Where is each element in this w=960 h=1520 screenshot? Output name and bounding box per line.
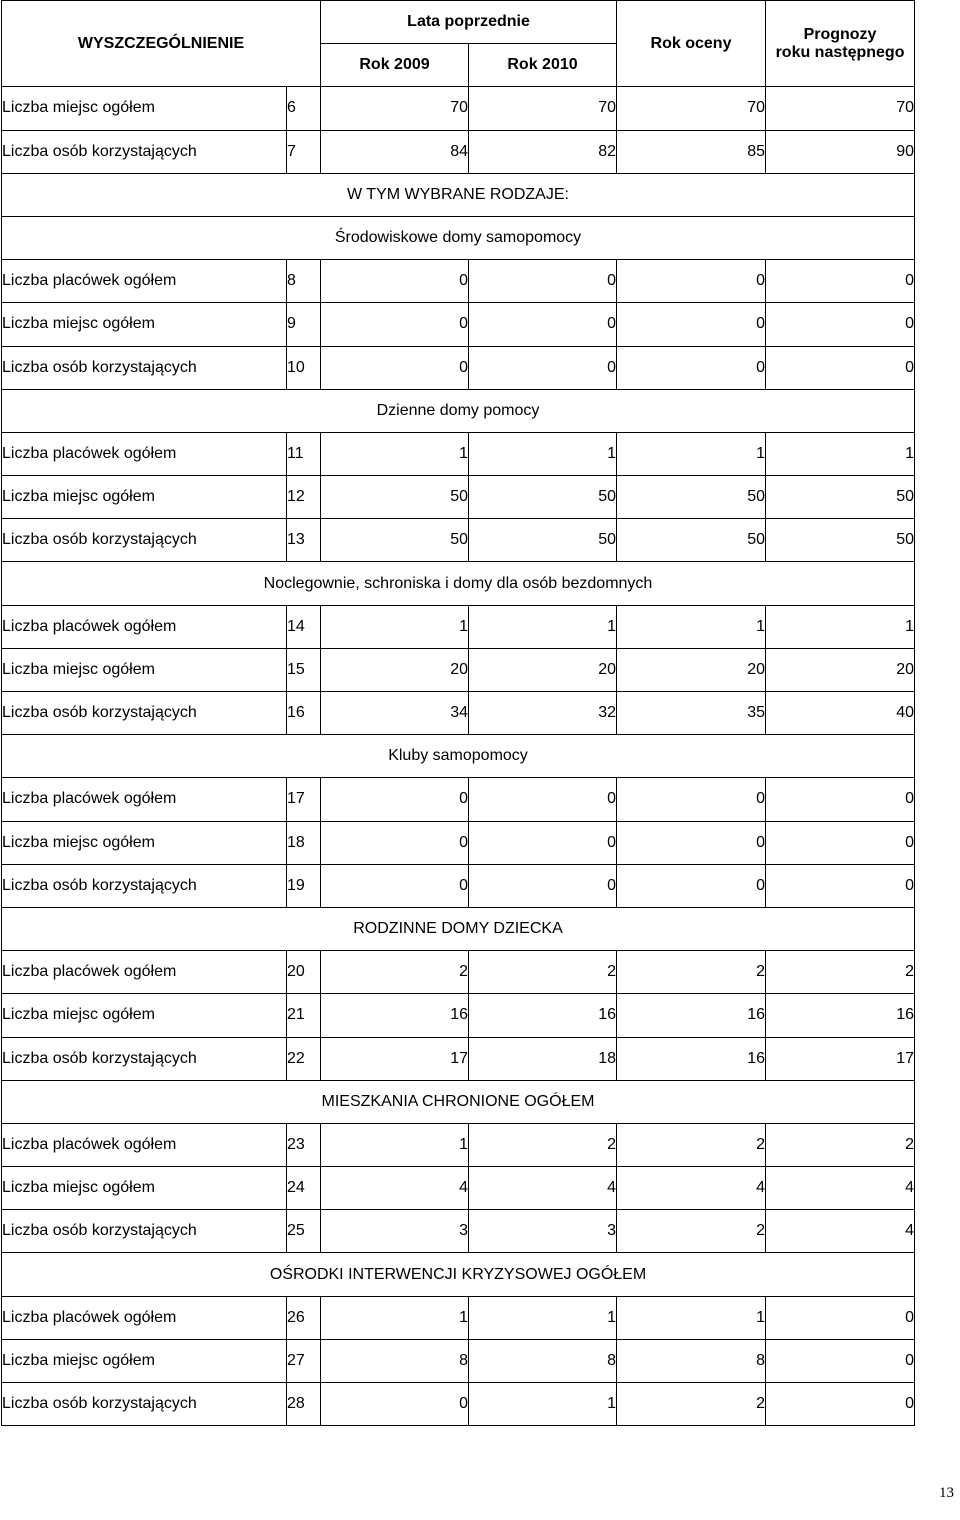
row-number: 11 xyxy=(287,432,321,475)
table-row xyxy=(2,260,915,303)
row-number: 20 xyxy=(287,951,321,994)
value-cell: 0 xyxy=(766,1339,915,1382)
value-cell: 0 xyxy=(469,821,617,864)
row-number: 21 xyxy=(287,994,321,1037)
value-cell: 8 xyxy=(617,1339,766,1382)
row-number: 28 xyxy=(287,1383,321,1426)
row-number: 16 xyxy=(287,692,321,735)
value-cell: 4 xyxy=(766,1167,915,1210)
value-cell: 0 xyxy=(469,778,617,821)
value-cell: 1 xyxy=(617,1296,766,1339)
table-row xyxy=(2,519,915,562)
header-rok-2010: Rok 2010 xyxy=(469,44,617,87)
table-row xyxy=(2,1037,915,1080)
value-cell: 50 xyxy=(469,519,617,562)
row-number: 23 xyxy=(287,1123,321,1166)
value-cell: 1 xyxy=(321,1296,469,1339)
row-label: Liczba placówek ogółem xyxy=(2,260,287,303)
value-cell: 84 xyxy=(321,130,469,173)
value-cell: 16 xyxy=(766,994,915,1037)
value-cell: 20 xyxy=(469,648,617,691)
value-cell: 20 xyxy=(617,648,766,691)
value-cell: 2 xyxy=(766,951,915,994)
value-cell: 0 xyxy=(766,1296,915,1339)
row-label: Liczba miejsc ogółem xyxy=(2,476,287,519)
value-cell: 50 xyxy=(766,476,915,519)
header-lata-poprzednie: Lata poprzednie xyxy=(321,1,617,44)
header-prognozy-line1: Prognozy xyxy=(803,25,877,43)
value-cell: 20 xyxy=(321,648,469,691)
row-label: Liczba miejsc ogółem xyxy=(2,1167,287,1210)
row-label: Liczba miejsc ogółem xyxy=(2,303,287,346)
table-row xyxy=(2,346,915,389)
value-cell: 50 xyxy=(321,476,469,519)
section-row xyxy=(2,735,915,778)
value-cell: 0 xyxy=(617,303,766,346)
value-cell: 16 xyxy=(321,994,469,1037)
row-number: 6 xyxy=(287,87,321,130)
value-cell: 0 xyxy=(617,346,766,389)
row-number: 10 xyxy=(287,346,321,389)
value-cell: 0 xyxy=(766,303,915,346)
value-cell: 40 xyxy=(766,692,915,735)
row-number: 9 xyxy=(287,303,321,346)
section-row xyxy=(2,1253,915,1296)
row-number: 8 xyxy=(287,260,321,303)
value-cell: 1 xyxy=(617,432,766,475)
value-cell: 1 xyxy=(321,1123,469,1166)
value-cell: 3 xyxy=(321,1210,469,1253)
value-cell: 1 xyxy=(617,605,766,648)
value-cell: 35 xyxy=(617,692,766,735)
row-label: Liczba osób korzystających xyxy=(2,1210,287,1253)
header-wyszczegolnienie: WYSZCZEGÓLNIENIE xyxy=(2,1,321,87)
table-row xyxy=(2,1210,915,1253)
row-label: Liczba osób korzystających xyxy=(2,519,287,562)
row-label: Liczba placówek ogółem xyxy=(2,1296,287,1339)
row-label: Liczba osób korzystających xyxy=(2,1383,287,1426)
value-cell: 50 xyxy=(766,519,915,562)
value-cell: 8 xyxy=(469,1339,617,1382)
value-cell: 4 xyxy=(469,1167,617,1210)
table-row xyxy=(2,778,915,821)
section-title: RODZINNE DOMY DZIECKA xyxy=(2,907,915,950)
row-number: 18 xyxy=(287,821,321,864)
section-title: Środowiskowe domy samopomocy xyxy=(2,216,915,259)
table-row xyxy=(2,951,915,994)
section-title: Noclegownie, schroniska i domy dla osób bezdomnych xyxy=(2,562,915,605)
table-row xyxy=(2,1167,915,1210)
value-cell: 0 xyxy=(617,260,766,303)
table-row xyxy=(2,605,915,648)
value-cell: 0 xyxy=(321,260,469,303)
value-cell: 1 xyxy=(469,605,617,648)
row-label: Liczba miejsc ogółem xyxy=(2,1339,287,1382)
table-row xyxy=(2,1383,915,1426)
value-cell: 1 xyxy=(321,432,469,475)
row-label: Liczba placówek ogółem xyxy=(2,778,287,821)
value-cell: 1 xyxy=(469,432,617,475)
row-number: 15 xyxy=(287,648,321,691)
statistics-table xyxy=(1,0,915,1426)
row-label: Liczba osób korzystających xyxy=(2,130,287,173)
value-cell: 2 xyxy=(617,1210,766,1253)
value-cell: 82 xyxy=(469,130,617,173)
value-cell: 34 xyxy=(321,692,469,735)
row-label: Liczba osób korzystających xyxy=(2,692,287,735)
value-cell: 8 xyxy=(321,1339,469,1382)
value-cell: 18 xyxy=(469,1037,617,1080)
row-label: Liczba miejsc ogółem xyxy=(2,648,287,691)
value-cell: 0 xyxy=(766,821,915,864)
section-title: MIESZKANIA CHRONIONE OGÓŁEM xyxy=(2,1080,915,1123)
table-row xyxy=(2,648,915,691)
table-row xyxy=(2,1339,915,1382)
value-cell: 70 xyxy=(469,87,617,130)
value-cell: 50 xyxy=(617,519,766,562)
value-cell: 2 xyxy=(469,951,617,994)
row-number: 12 xyxy=(287,476,321,519)
value-cell: 50 xyxy=(321,519,469,562)
value-cell: 0 xyxy=(321,1383,469,1426)
row-number: 26 xyxy=(287,1296,321,1339)
value-cell: 70 xyxy=(766,87,915,130)
value-cell: 1 xyxy=(766,605,915,648)
value-cell: 0 xyxy=(321,346,469,389)
row-number: 25 xyxy=(287,1210,321,1253)
value-cell: 0 xyxy=(617,821,766,864)
value-cell: 0 xyxy=(469,260,617,303)
row-number: 24 xyxy=(287,1167,321,1210)
table-row xyxy=(2,87,915,130)
row-label: Liczba placówek ogółem xyxy=(2,605,287,648)
value-cell: 2 xyxy=(617,951,766,994)
value-cell: 2 xyxy=(321,951,469,994)
header-rok-oceny: Rok oceny xyxy=(617,1,766,87)
value-cell: 4 xyxy=(321,1167,469,1210)
section-title: Dzienne domy pomocy xyxy=(2,389,915,432)
row-number: 7 xyxy=(287,130,321,173)
row-label: Liczba placówek ogółem xyxy=(2,951,287,994)
table-row xyxy=(2,994,915,1037)
value-cell: 3 xyxy=(469,1210,617,1253)
value-cell: 32 xyxy=(469,692,617,735)
table-row xyxy=(2,821,915,864)
value-cell: 0 xyxy=(617,864,766,907)
row-number: 27 xyxy=(287,1339,321,1382)
table-body xyxy=(2,87,915,1426)
table-row xyxy=(2,864,915,907)
section-row xyxy=(2,1080,915,1123)
row-number: 14 xyxy=(287,605,321,648)
value-cell: 0 xyxy=(617,778,766,821)
row-label: Liczba osób korzystających xyxy=(2,346,287,389)
section-row xyxy=(2,907,915,950)
table-row xyxy=(2,303,915,346)
value-cell: 0 xyxy=(321,303,469,346)
table-row xyxy=(2,432,915,475)
value-cell: 16 xyxy=(469,994,617,1037)
section-row xyxy=(2,562,915,605)
value-cell: 0 xyxy=(766,778,915,821)
header-rok-2009: Rok 2009 xyxy=(321,44,469,87)
value-cell: 2 xyxy=(766,1123,915,1166)
row-label: Liczba miejsc ogółem xyxy=(2,821,287,864)
value-cell: 0 xyxy=(469,303,617,346)
value-cell: 50 xyxy=(469,476,617,519)
section-title: OŚRODKI INTERWENCJI KRYZYSOWEJ OGÓŁEM xyxy=(2,1253,915,1296)
value-cell: 17 xyxy=(321,1037,469,1080)
value-cell: 1 xyxy=(469,1383,617,1426)
page-number: 13 xyxy=(939,1485,954,1501)
row-label: Liczba osób korzystających xyxy=(2,864,287,907)
table-row xyxy=(2,130,915,173)
value-cell: 16 xyxy=(617,994,766,1037)
value-cell: 0 xyxy=(766,864,915,907)
row-label: Liczba placówek ogółem xyxy=(2,432,287,475)
section-title: Kluby samopomocy xyxy=(2,735,915,778)
value-cell: 20 xyxy=(766,648,915,691)
value-cell: 2 xyxy=(469,1123,617,1166)
row-number: 13 xyxy=(287,519,321,562)
value-cell: 1 xyxy=(469,1296,617,1339)
value-cell: 0 xyxy=(766,1383,915,1426)
row-number: 22 xyxy=(287,1037,321,1080)
section-row xyxy=(2,216,915,259)
table-row xyxy=(2,1123,915,1166)
value-cell: 2 xyxy=(617,1123,766,1166)
value-cell: 70 xyxy=(321,87,469,130)
table-row xyxy=(2,1296,915,1339)
value-cell: 70 xyxy=(617,87,766,130)
value-cell: 1 xyxy=(321,605,469,648)
row-label: Liczba placówek ogółem xyxy=(2,1123,287,1166)
value-cell: 0 xyxy=(766,346,915,389)
value-cell: 0 xyxy=(469,864,617,907)
value-cell: 50 xyxy=(617,476,766,519)
value-cell: 1 xyxy=(766,432,915,475)
value-cell: 0 xyxy=(321,821,469,864)
row-label: Liczba miejsc ogółem xyxy=(2,994,287,1037)
table-row xyxy=(2,692,915,735)
header-prognozy-line2: roku następnego xyxy=(775,43,905,61)
value-cell: 0 xyxy=(766,260,915,303)
value-cell: 2 xyxy=(617,1383,766,1426)
value-cell: 90 xyxy=(766,130,915,173)
value-cell: 4 xyxy=(766,1210,915,1253)
section-title: W TYM WYBRANE RODZAJE: xyxy=(2,173,915,216)
row-label: Liczba miejsc ogółem xyxy=(2,87,287,130)
row-number: 17 xyxy=(287,778,321,821)
value-cell: 17 xyxy=(766,1037,915,1080)
value-cell: 4 xyxy=(617,1167,766,1210)
row-label: Liczba osób korzystających xyxy=(2,1037,287,1080)
table-row xyxy=(2,476,915,519)
value-cell: 0 xyxy=(321,864,469,907)
section-row xyxy=(2,389,915,432)
value-cell: 0 xyxy=(469,346,617,389)
value-cell: 85 xyxy=(617,130,766,173)
value-cell: 16 xyxy=(617,1037,766,1080)
row-number: 19 xyxy=(287,864,321,907)
header-prognozy xyxy=(766,1,915,87)
value-cell: 0 xyxy=(321,778,469,821)
section-row xyxy=(2,173,915,216)
